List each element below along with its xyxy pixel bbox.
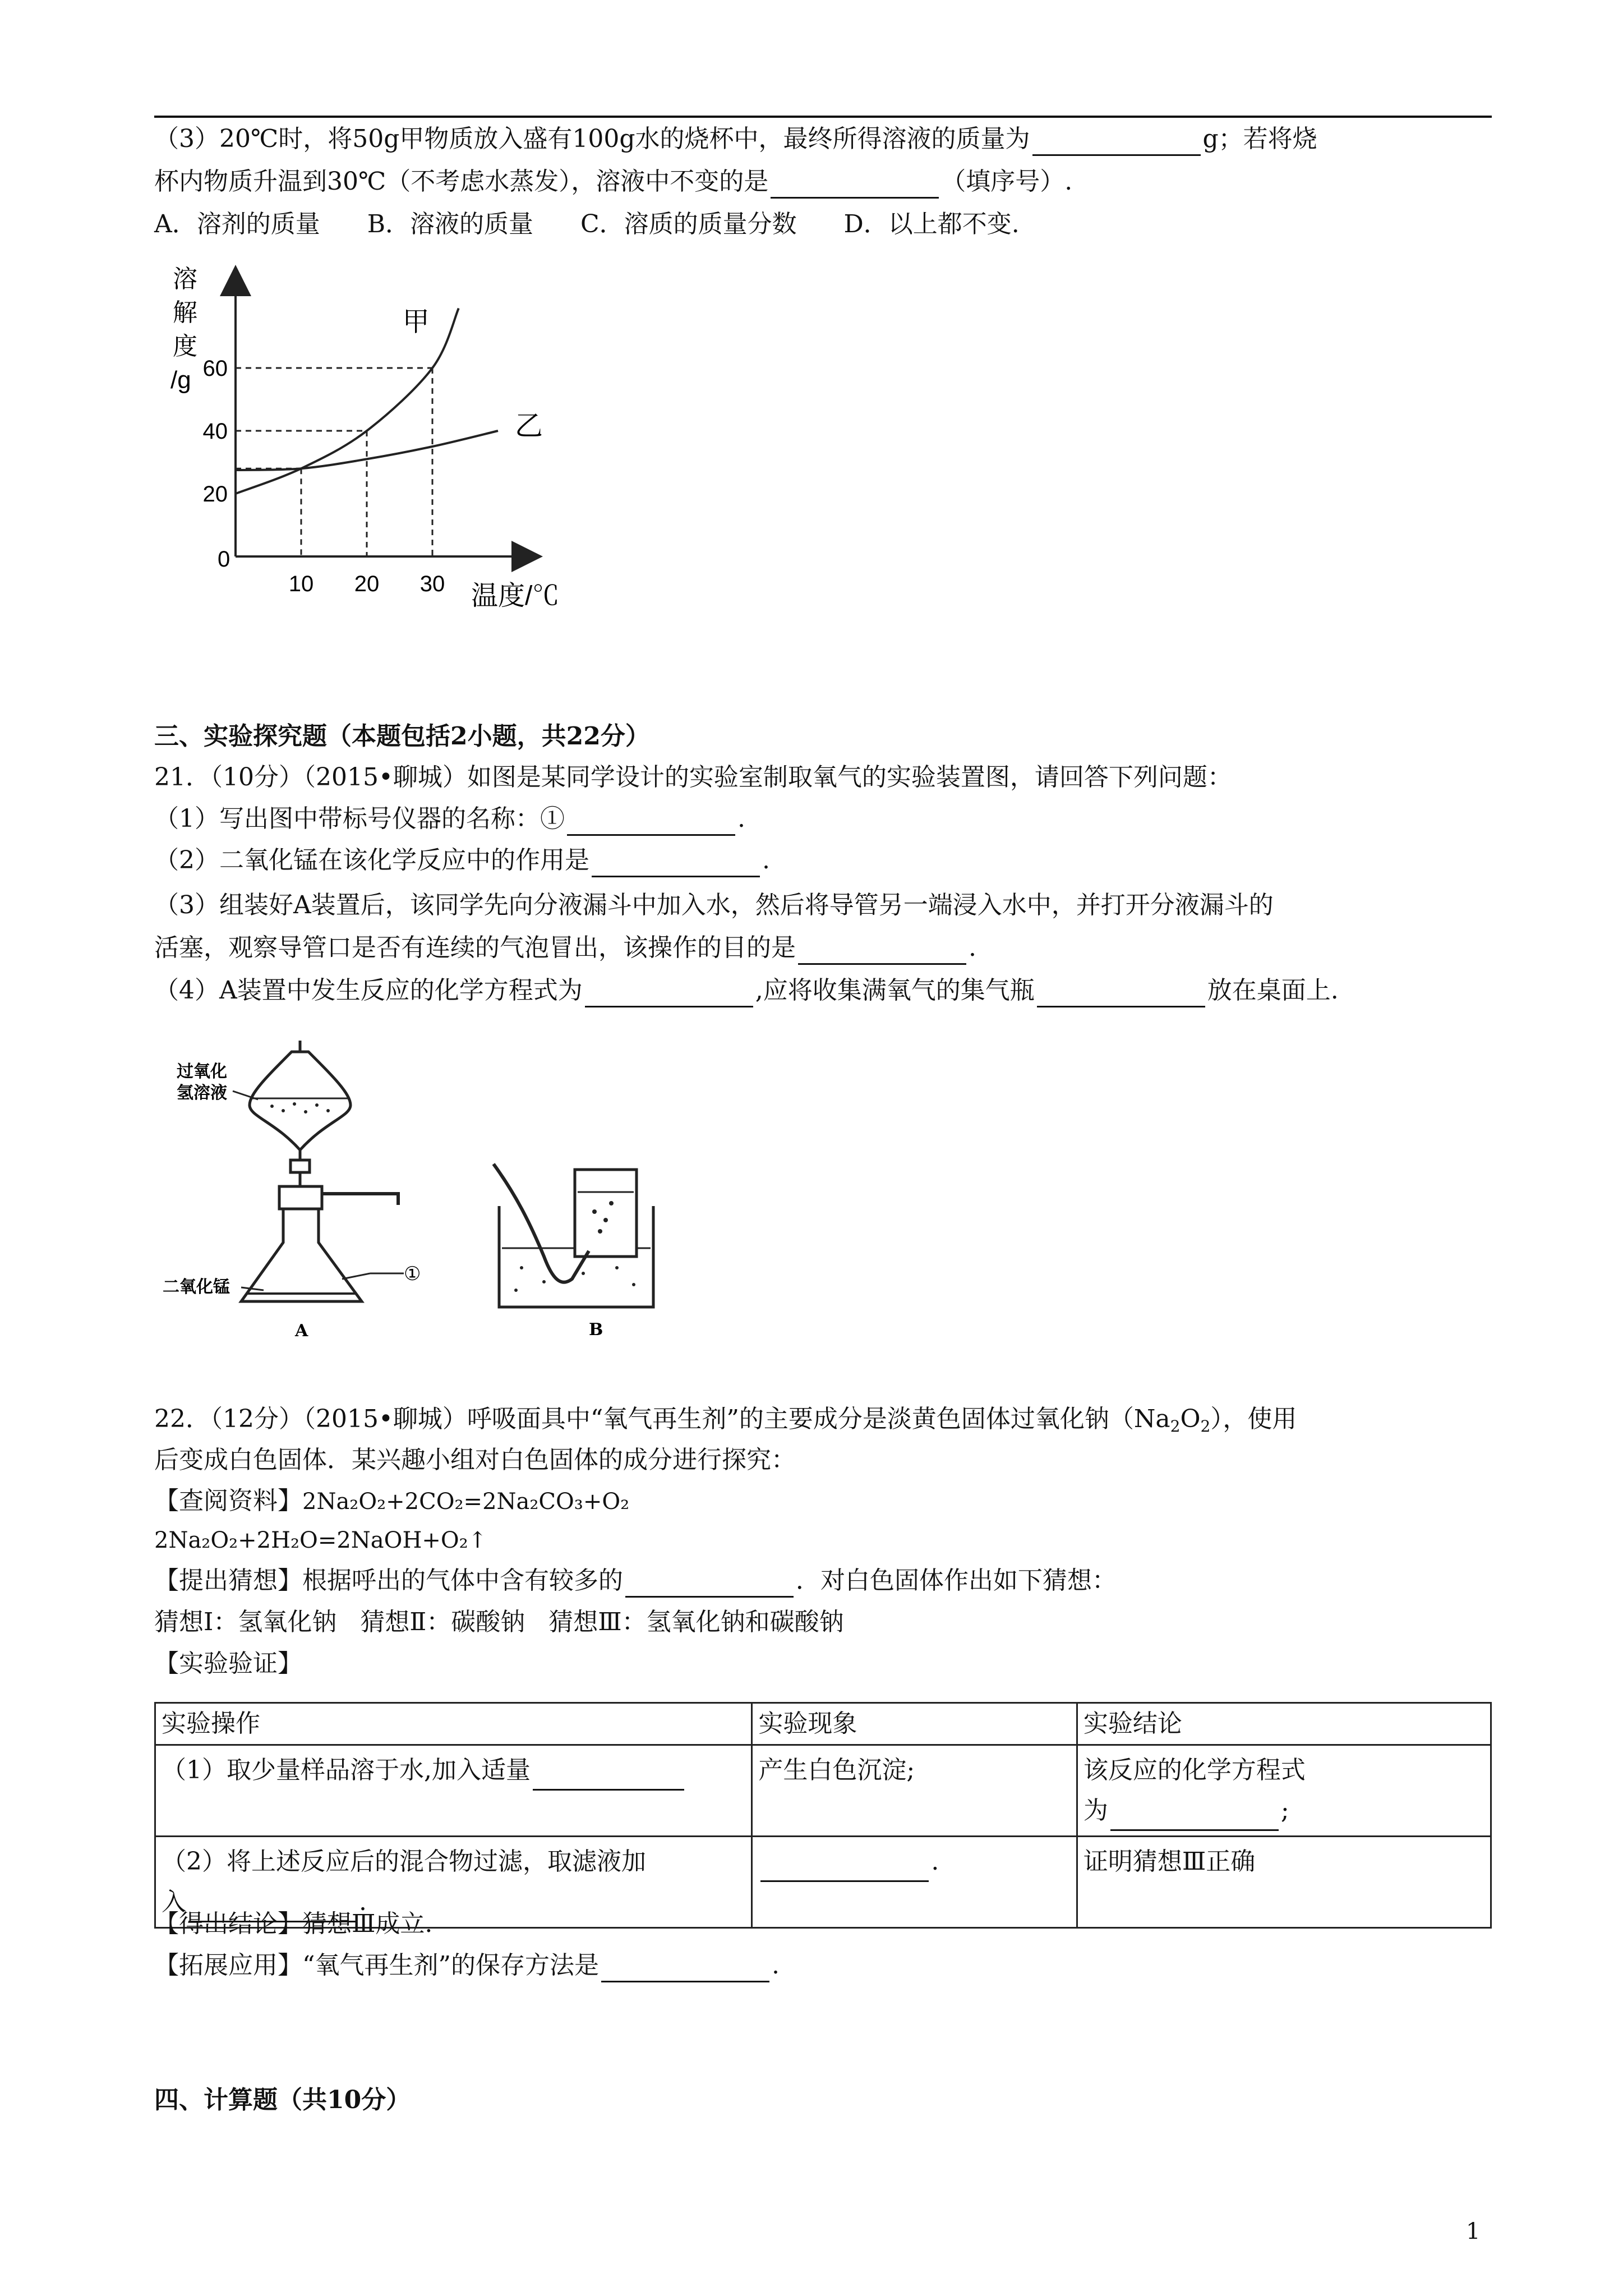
answer-blank[interactable] xyxy=(585,980,753,1007)
x-tick-label: 10 xyxy=(288,572,314,596)
q21-part1-end: . xyxy=(737,804,745,833)
answer-blank[interactable] xyxy=(601,1955,769,1982)
x-tick-label: 30 xyxy=(419,572,445,596)
q20-3-text-a: （3）20℃时，将50g甲物质放入盛有100g水的烧杯中，最终所得溶液的质量为 xyxy=(154,125,1030,153)
cell-text: 入 xyxy=(162,1888,186,1916)
table-header: 实验结论 xyxy=(1077,1703,1491,1745)
q22-reference xyxy=(154,1484,629,1519)
section-label: 【提出猜想】 xyxy=(154,1566,302,1595)
q20-3-text-b: g；若将烧 xyxy=(1202,125,1317,153)
answer-blank[interactable] xyxy=(567,808,735,836)
delivery-tube xyxy=(322,1194,398,1205)
q20-3-line1 xyxy=(154,122,1317,156)
hypothesis-text: 根据呼出的气体中含有较多的 xyxy=(302,1566,623,1595)
q21-part4-text-c: 放在桌面上. xyxy=(1207,976,1339,1005)
table-cell xyxy=(752,1837,1077,1928)
q21-stem: 21．（10分）（2015•聊城）如图是某同学设计的实验室制取氧气的实验装置图，请回答下列问题： xyxy=(154,763,1232,792)
h2o2-label-2: 氢溶液 xyxy=(177,1083,227,1103)
subscript: 2 xyxy=(1200,1417,1211,1435)
figure-label-a: A xyxy=(295,1321,308,1341)
table-header: 实验操作 xyxy=(155,1703,752,1745)
q21-part4-text-a: （4）A装置中发生反应的化学方程式为 xyxy=(154,976,583,1005)
extension-text: “氧气再生剂”的保存方法是 xyxy=(302,1951,599,1980)
conclusion-text: 猜想Ⅲ成立. xyxy=(302,1910,433,1938)
q22-stem-text: 22．（12分）（2015•聊城）呼吸面具中“氧气再生剂”的主要成分是淡黄色固体过氧化钠（Na xyxy=(154,1405,1170,1433)
q21-part3-line1: （3）组装好A装置后，该同学先向分液漏斗中加入水，然后将导管另一端浸入水中，并打开分液漏斗的 xyxy=(154,891,1274,919)
table-cell xyxy=(155,1745,752,1837)
extension-end: . xyxy=(772,1951,780,1980)
q22-guesses: 猜想Ⅰ：氢氧化钠 猜想Ⅱ：碳酸钠 猜想Ⅲ：氢氧化钠和碳酸钠 xyxy=(154,1608,844,1636)
water-trough-b xyxy=(494,1164,653,1307)
q22-conclusion xyxy=(154,1907,432,1941)
header-rule xyxy=(154,116,1492,118)
section-label: 【得出结论】 xyxy=(154,1910,302,1938)
equation-1: 2Na₂O₂+2CO₂=2Na₂CO₃+O₂ xyxy=(302,1489,630,1515)
y-tick-label: 40 xyxy=(202,419,228,444)
chart-marks xyxy=(203,307,543,596)
q20-3-text-d: （填序号）. xyxy=(941,167,1073,196)
cell-text: . xyxy=(359,1888,367,1916)
h2o2-label-1: 过氧化 xyxy=(177,1062,227,1082)
answer-blank[interactable] xyxy=(760,1855,929,1882)
solubility-chart xyxy=(157,264,606,628)
q21-part1-text: （1）写出图中带标号仪器的名称：① xyxy=(154,804,565,833)
q21-part1 xyxy=(154,802,745,836)
y-axis-label-char: /g xyxy=(170,366,191,394)
table-header-row xyxy=(155,1703,1491,1745)
section-label: 【查阅资料】 xyxy=(154,1487,302,1515)
q20-3-options: A．溶剂的质量 B．溶液的质量 C．溶质的质量分数 D．以上都不变. xyxy=(154,210,1020,238)
answer-blank[interactable] xyxy=(771,171,939,199)
q22-extension xyxy=(154,1949,780,1982)
q20-3-text-c: 杯内物质升温到30℃（不考虑水蒸发），溶液中不变的是 xyxy=(154,167,769,196)
separatory-funnel xyxy=(250,1041,351,1186)
series-label: 乙 xyxy=(515,410,543,441)
figure-label-b: B xyxy=(589,1320,603,1340)
cell-text: ; xyxy=(1280,1796,1289,1825)
answer-blank[interactable] xyxy=(625,1570,794,1598)
flask-marker: ① xyxy=(404,1263,421,1285)
answer-blank[interactable] xyxy=(1032,128,1201,156)
answer-blank[interactable] xyxy=(533,1763,684,1791)
table-cell: 产生白色沉淀; xyxy=(752,1745,1077,1837)
cell-text: （2）将上述反应后的混合物过滤，取滤液加 xyxy=(162,1847,646,1876)
q22-stem-text: ），使用 xyxy=(1210,1405,1297,1433)
q21-part2-end: . xyxy=(762,846,770,875)
cell-text: . xyxy=(931,1847,939,1876)
x-tick-label: 20 xyxy=(354,572,380,596)
origin-label: 0 xyxy=(218,547,230,572)
y-axis-label-char: 溶 xyxy=(173,265,197,293)
q21-part3-end: . xyxy=(969,933,976,962)
y-axis-label-char: 解 xyxy=(173,299,197,326)
equation-2: 2Na₂O₂+2H₂O=2NaOH+O₂↑ xyxy=(154,1527,487,1553)
q22-verify-label: 【实验验证】 xyxy=(154,1649,302,1678)
section3-heading: 三、实验探究题（本题包括2小题，共22分） xyxy=(154,722,650,751)
y-tick-label: 20 xyxy=(202,482,228,507)
answer-blank[interactable] xyxy=(1037,980,1205,1007)
conical-flask xyxy=(241,1186,362,1301)
q22-stem-line2: 后变成白色固体．某兴趣小组对白色固体的成分进行探究： xyxy=(154,1446,796,1474)
series-label: 甲 xyxy=(402,307,430,337)
q21-part2-text: （2）二氧化锰在该化学反应中的作用是 xyxy=(154,846,589,875)
section-label: 【拓展应用】 xyxy=(154,1951,302,1980)
page-number: 1 xyxy=(1466,2219,1481,2244)
cell-text: （1）取少量样品溶于水,加入适量 xyxy=(162,1756,531,1784)
section4-heading: 四、计算题（共10分） xyxy=(154,2086,411,2114)
q20-3-line2 xyxy=(154,165,1072,199)
table-row xyxy=(155,1745,1491,1837)
q22-stem-text: O xyxy=(1180,1405,1201,1433)
y-tick-label: 60 xyxy=(202,356,228,381)
subscript: 2 xyxy=(1170,1417,1181,1435)
mno2-label: 二氧化锰 xyxy=(163,1277,230,1297)
y-axis-label-char: 度 xyxy=(173,333,197,360)
hypothesis-end: ．对白色固体作出如下猜想： xyxy=(796,1566,1117,1595)
q22-hypothesis xyxy=(154,1564,1117,1598)
q21-part4 xyxy=(154,974,1339,1007)
oxygen-apparatus-figure xyxy=(157,1027,662,1341)
q21-part2 xyxy=(154,844,770,877)
cell-text: 该反应的化学方程式 xyxy=(1083,1756,1306,1784)
answer-blank[interactable] xyxy=(1110,1803,1279,1831)
cell-text: 为 xyxy=(1083,1796,1108,1825)
q22-stem-line1 xyxy=(154,1402,1297,1436)
table-cell: 证明猜想Ⅲ正确 xyxy=(1077,1837,1491,1928)
q21-part3-text: 活塞，观察导管口是否有连续的气泡冒出，该操作的目的是 xyxy=(154,933,796,962)
table-header: 实验现象 xyxy=(752,1703,1077,1745)
x-axis-label: 温度/℃ xyxy=(471,581,560,611)
answer-blank[interactable] xyxy=(798,937,966,965)
table-cell xyxy=(1077,1745,1491,1837)
q21-part3-line2 xyxy=(154,931,976,965)
experiment-table xyxy=(154,1702,1492,1929)
answer-blank[interactable] xyxy=(592,850,760,877)
q21-part4-text-b: ,应将收集满氧气的集气瓶 xyxy=(755,976,1035,1005)
